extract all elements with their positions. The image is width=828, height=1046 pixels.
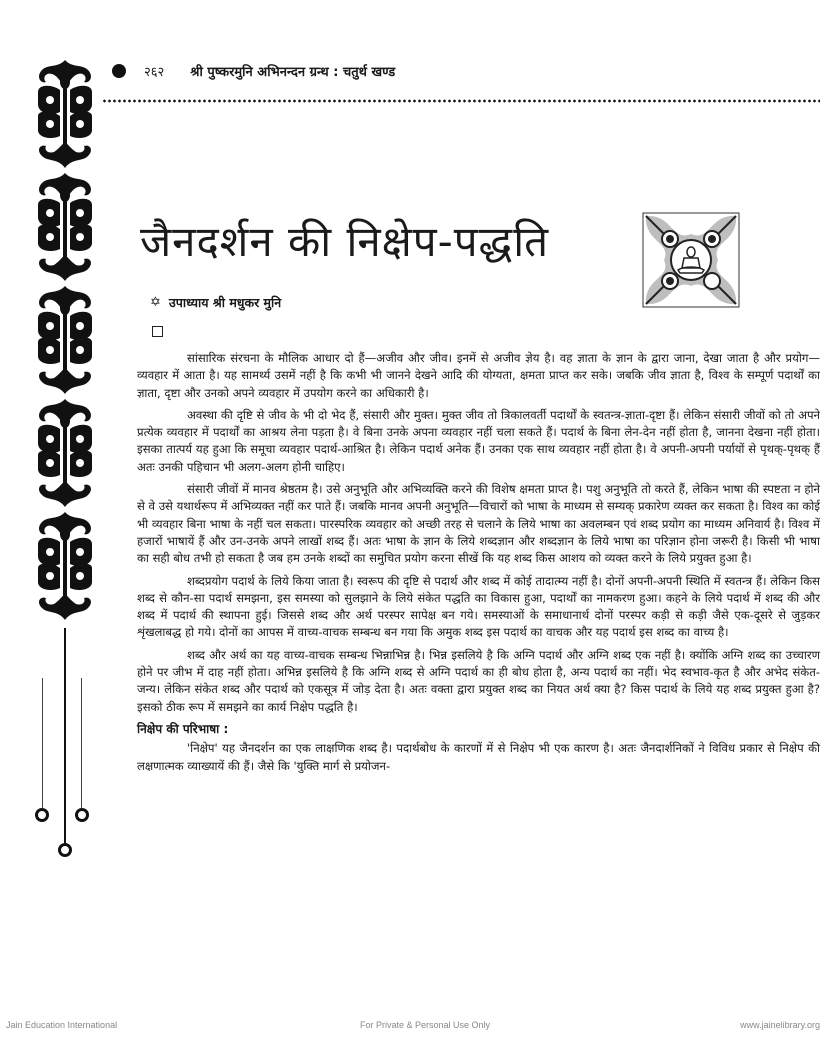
paragraph: शब्दप्रयोग पदार्थ के लिये किया जाता है। स्वरूप की दृष्टि से पदार्थ और शब्द में कोई तादात्म्य नहीं है। दोनों अपनी-अपनी स्थिति में स्वतन्त्र हैं। लेकिन किस शब्द से कौन-सा पदार्थ समझना, इस समस्या को सुलझाने के लिये संकेत पद्धति का विकास हुआ, पदार्थों का नामकरण हुआ। कहने के लिये पदार्थ में शब्द की और शब्द में पदार्थ की स्थापना हुई। जिससे शब्द और अर्थ परस्पर सापेक्ष बन गये। समस्याओं के समाधानार्थ दोनों परस्पर कड़ी से कड़ी जैसे एक-दूसरे से जुड़कर शृंखलाबद्ध हो गये। दोनों का आपस में वाच्य-वाचक सम्बन्ध बन गया कि अमुक शब्द इस पदार्थ का वाचक और यह पदार्थ इस शब्द का वाच्य है।	[137, 573, 820, 640]
floral-motif-icon	[30, 58, 100, 171]
floral-motif-icon	[30, 510, 100, 623]
footer-website-link[interactable]: www.jainelibrary.org	[740, 1020, 820, 1030]
section-heading: निक्षेप की परिभाषा :	[137, 721, 229, 736]
running-header	[112, 62, 395, 80]
floral-motif-icon	[30, 397, 100, 510]
paragraph: 'निक्षेप' यह जैनदर्शन का एक लाक्षणिक शब्द है। पदार्थबोध के कारणों में से निक्षेप भी एक कारण है। अतः जैनदार्शनिकों ने विविध प्रकार से निक्षेप की लक्षणात्मक व्याख्यायें की हैं। जैसे कि 'युक्ति मार्ग से प्रयोजन-	[137, 741, 820, 773]
ornament-stem-line	[64, 628, 66, 843]
ornament-side-line	[42, 678, 43, 808]
seated-tirthankara-emblem-icon	[642, 212, 740, 308]
ring-ornament-icon	[58, 843, 72, 857]
paragraph: शब्द और अर्थ का यह वाच्य-वाचक सम्बन्ध भिन्नाभिन्न है। भिन्न इसलिये है कि अग्नि पदार्थ और अग्नि शब्द एक नहीं है। क्योंकि अग्नि शब्द का उच्चारण होने पर जीभ में दाह नहीं होता। अभिन्न इसलिये है कि अग्नि शब्द से अग्नि पदार्थ का ही बोध होता है, अन्य पदार्थ का नहीं। भेद स्वभाव-कृत है और अभेद संकेत-जन्य। लेकिन संकेत शब्द और पदार्थ को एकसूत्र में जोड़ देता है। अतः वक्ता द्वारा प्रयुक्त शब्द का नियत अर्थ क्या है? किस पदार्थ के लिये यह शब्द प्रयुक्त हुआ है? इसको ठीक रूप में समझने का कार्य निक्षेप पद्धति है।	[137, 647, 820, 714]
star-of-david-icon: ✡	[150, 295, 161, 310]
header-divider	[102, 99, 820, 103]
floral-motif-icon	[30, 171, 100, 284]
paragraph: सांसारिक संरचना के मौलिक आधार दो हैं—अजीव और जीव। इनमें से अजीव ज्ञेय है। वह ज्ञाता के ज्ञान के द्वारा जाना, देखा जाता है और प्रयोग—व्यवहार में आता है। यह सामर्थ्य उसमें नहीं है कि कभी भी जानने देखने आदि की योग्यता, क्षमता प्राप्त कर सके। जबकि जीव ज्ञाता है, विश्व के सम्पूर्ण पदार्थों का ज्ञाता, दृष्टा और उनको अपने व्यवहार में उपयोग करने का अधिकारी है।	[137, 351, 820, 400]
footer-publisher: Jain Education International	[6, 1020, 118, 1030]
book-title: श्री पुष्करमुनि अभिनन्दन ग्रन्थ : चतुर्थ खण्ड	[190, 65, 396, 80]
ring-ornament-icon	[35, 808, 49, 822]
floral-motif-icon	[30, 284, 100, 397]
article-body	[137, 350, 820, 780]
author-name: उपाध्याय श्री मधुकर मुनि	[168, 295, 282, 310]
author-line	[150, 294, 281, 311]
page-number: २६२	[144, 65, 165, 80]
paragraph: संसारी जीवों में मानव श्रेष्ठतम है। उसे अनुभूति और अभिव्यक्ति करने की विशेष क्षमता प्राप्त है। पशु अनुभूति तो करते हैं, लेकिन भाषा की स्पष्टता न होने से वे उसे यथार्थरूप में अभिव्यक्त नहीं कर पाते हैं। जबकि मानव अपनी अनुभूति—विचारों को भाषा के माध्यम से सम्यक् प्रकारेण व्यक्त कर सकता है। विश्व का कोई भी व्यवहार बिना भाषा के नहीं चल सकता। पारस्परिक व्यवहार को अच्छी तरह से चलाने के लिये भाषा का अवलम्बन एवं शब्द प्रयोग का माध्यम अनिवार्य है। विश्व में हजारों भाषायें हैं और उन-उनके अपने लाखों शब्द हैं। अतः भाषा के ज्ञान के लिये शब्दज्ञान और शब्दज्ञान के लिये भाषा का परिज्ञान होना जरूरी है। किसी भी भाषा का सही बोध तभी हो सकता है जब हम उनके शब्दों का समुचित प्रयोग करना सीखें कि यह शब्द किस आशय को व्यक्त करने के लिये प्रयुक्त हुआ है।	[137, 482, 820, 566]
left-ornament-border	[30, 58, 100, 623]
bullet-icon	[112, 64, 126, 78]
ornament-side-line	[81, 678, 82, 808]
paragraph: अवस्था की दृष्टि से जीव के भी दो भेद हैं, संसारी और मुक्त। मुक्त जीव तो त्रिकालवर्ती पदार्थों के स्वतन्त्र-ज्ञाता-दृष्टा हैं। लेकिन संसारी जीवों को तो अपने प्रत्येक व्यवहार में पदार्थों का आश्रय लेना पड़ता है। वे बिना उनके अपना व्यवहार नहीं चला सकते हैं। पदार्थ के बिना लेन-देन नहीं होता है, जानना देखना नहीं होता। इसका तात्पर्य यह हुआ कि समूचा व्यवहार पदार्थ-आश्रित है। लेकिन पदार्थ अनेक हैं। उनका एक साथ व्यवहार नहीं होता है। वे अपनी-अपनी पर्यायों से पृथक्-पृथक् हैं अतः उनकी पहिचान भी अलग-अलग होनी चाहिए।	[137, 407, 820, 474]
article-title: जैनदर्शन की निक्षेप-पद्धति	[140, 217, 550, 266]
footer-usage-note: For Private & Personal Use Only	[360, 1020, 491, 1030]
ring-ornament-icon	[75, 808, 89, 822]
square-marker-icon	[152, 326, 163, 337]
